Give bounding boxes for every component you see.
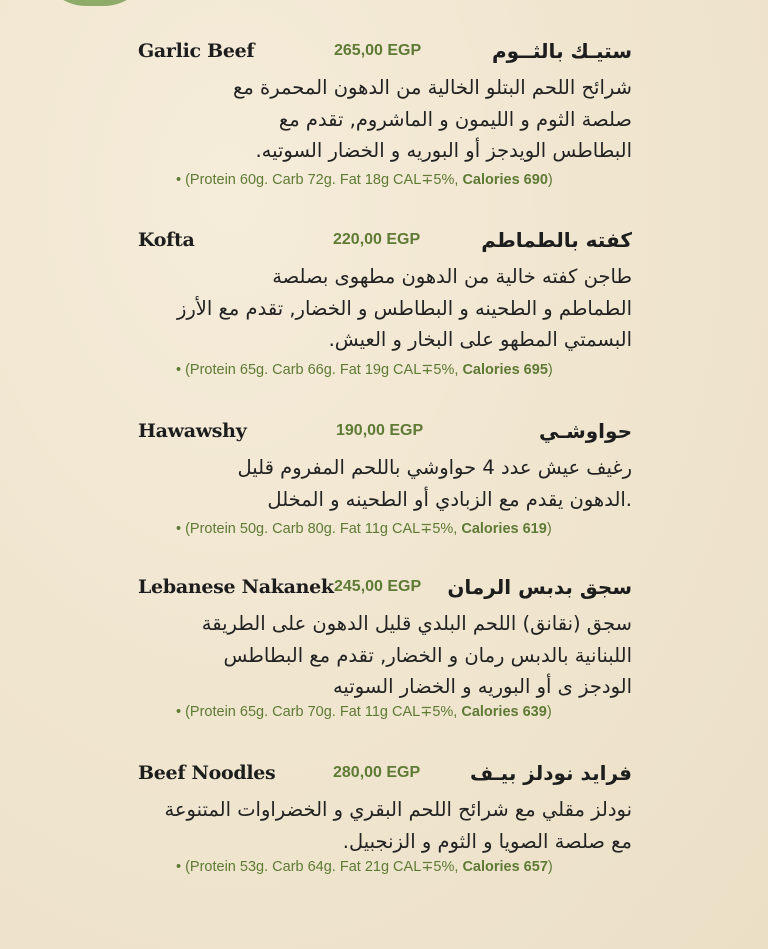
description-line: صلصة الثوم و الليمون و الماشروم, تقدم مع xyxy=(278,107,632,131)
item-name-en: Garlic Beef xyxy=(138,40,255,62)
description-line: رغيف عيش عدد 4 حواوشي باللحم المفروم قليل xyxy=(237,456,632,479)
description-line: البسمتي المطهو على البخار و العيش. xyxy=(328,328,632,351)
nutrition-text: • (Protein 50g. Carb 80g. Fat 11g CAL∓5%, xyxy=(176,521,458,537)
description-line: .الدهون يقدم مع الزبادي أو الطحينه و المخلل xyxy=(267,487,632,511)
menu-item-kofta xyxy=(0,228,768,378)
item-name-en: Lebanese Nakanek xyxy=(138,576,334,598)
item-name-ar: حواوشـي xyxy=(539,419,632,443)
nutrition-close: ) xyxy=(547,859,553,875)
nutrition-info xyxy=(176,521,552,537)
menu-item-header xyxy=(0,229,768,261)
item-name-ar: كفته بالطماطم xyxy=(481,228,632,252)
item-description xyxy=(132,608,632,703)
item-description xyxy=(132,261,632,356)
menu-item-hawawshy xyxy=(0,419,768,537)
menu-item-header xyxy=(0,420,768,452)
item-name-ar: سجق بدبس الرمان xyxy=(447,575,632,599)
item-price: 265,00 EGP xyxy=(334,42,422,59)
item-name-en: Beef Noodles xyxy=(138,762,276,784)
item-description xyxy=(132,794,632,857)
item-name-ar: فرايد نودلز بيـف xyxy=(470,761,632,785)
menu-item-header xyxy=(0,40,768,72)
description-line: الطماطم و الطحينه و البطاطس و الخضار, تقدم مع الأرز xyxy=(176,296,632,320)
nutrition-text: • (Protein 53g. Carb 64g. Fat 21g CAL∓5%, xyxy=(176,859,459,875)
nutrition-info xyxy=(176,362,553,378)
nutrition-text: • (Protein 65g. Carb 66g. Fat 19g CAL∓5%, xyxy=(176,362,459,378)
item-price: 245,00 EGP xyxy=(334,578,422,595)
item-name-en: Hawawshy xyxy=(138,420,247,442)
nutrition-close: ) xyxy=(546,704,552,720)
nutrition-close: ) xyxy=(546,521,552,537)
nutrition-info xyxy=(176,172,553,188)
description-line: نودلز مقلي مع شرائح اللحم البقري و الخضراوات المتنوعة xyxy=(164,798,632,821)
menu-item-lebanese-nakanek xyxy=(0,575,768,720)
nutrition-text: • (Protein 65g. Carb 70g. Fat 11g CAL∓5%, xyxy=(176,704,458,720)
nutrition-info xyxy=(176,859,553,875)
menu-item-header xyxy=(0,762,768,794)
item-name-en: Kofta xyxy=(138,229,195,251)
nutrition-text: • (Protein 60g. Carb 72g. Fat 18g CAL∓5%, xyxy=(176,172,459,188)
description-line: طاجن كفته خالية من الدهون مطهوى بصلصة xyxy=(272,265,632,288)
corner-decoration xyxy=(40,0,150,6)
item-description xyxy=(132,452,632,515)
item-description xyxy=(132,72,632,167)
nutrition-close: ) xyxy=(547,172,553,188)
item-name-ar: ستيـك بالثــوم xyxy=(492,39,632,63)
nutrition-close: ) xyxy=(547,362,553,378)
description-line: اللبنانية بالدبس رمان و الخضار, تقدم مع البطاطس xyxy=(223,643,632,667)
calories-value: Calories 657 xyxy=(462,859,548,875)
description-line: البطاطس الويدجز أو البوريه و الخضار السوتيه. xyxy=(255,139,632,162)
calories-value: Calories 690 xyxy=(462,172,548,188)
description-line: الودجز ى أو البوريه و الخضار السوتيه xyxy=(332,675,632,698)
item-price: 280,00 EGP xyxy=(333,764,421,781)
description-line: شرائح اللحم البتلو الخالية من الدهون المحمرة مع xyxy=(233,76,632,99)
menu-item-garlic-beef xyxy=(0,39,768,188)
calories-value: Calories 619 xyxy=(461,521,547,537)
item-price: 190,00 EGP xyxy=(336,422,424,439)
menu-item-header xyxy=(0,576,768,608)
nutrition-info xyxy=(176,704,552,720)
calories-value: Calories 639 xyxy=(461,704,547,720)
description-line: مع صلصة الصويا و الثوم و الزنجبيل. xyxy=(342,829,632,853)
description-line: سجق (نقانق) اللحم البلدي قليل الدهون على الطريقة xyxy=(201,612,632,635)
item-price: 220,00 EGP xyxy=(333,231,421,248)
menu-item-beef-noodles xyxy=(0,761,768,875)
calories-value: Calories 695 xyxy=(462,362,548,378)
